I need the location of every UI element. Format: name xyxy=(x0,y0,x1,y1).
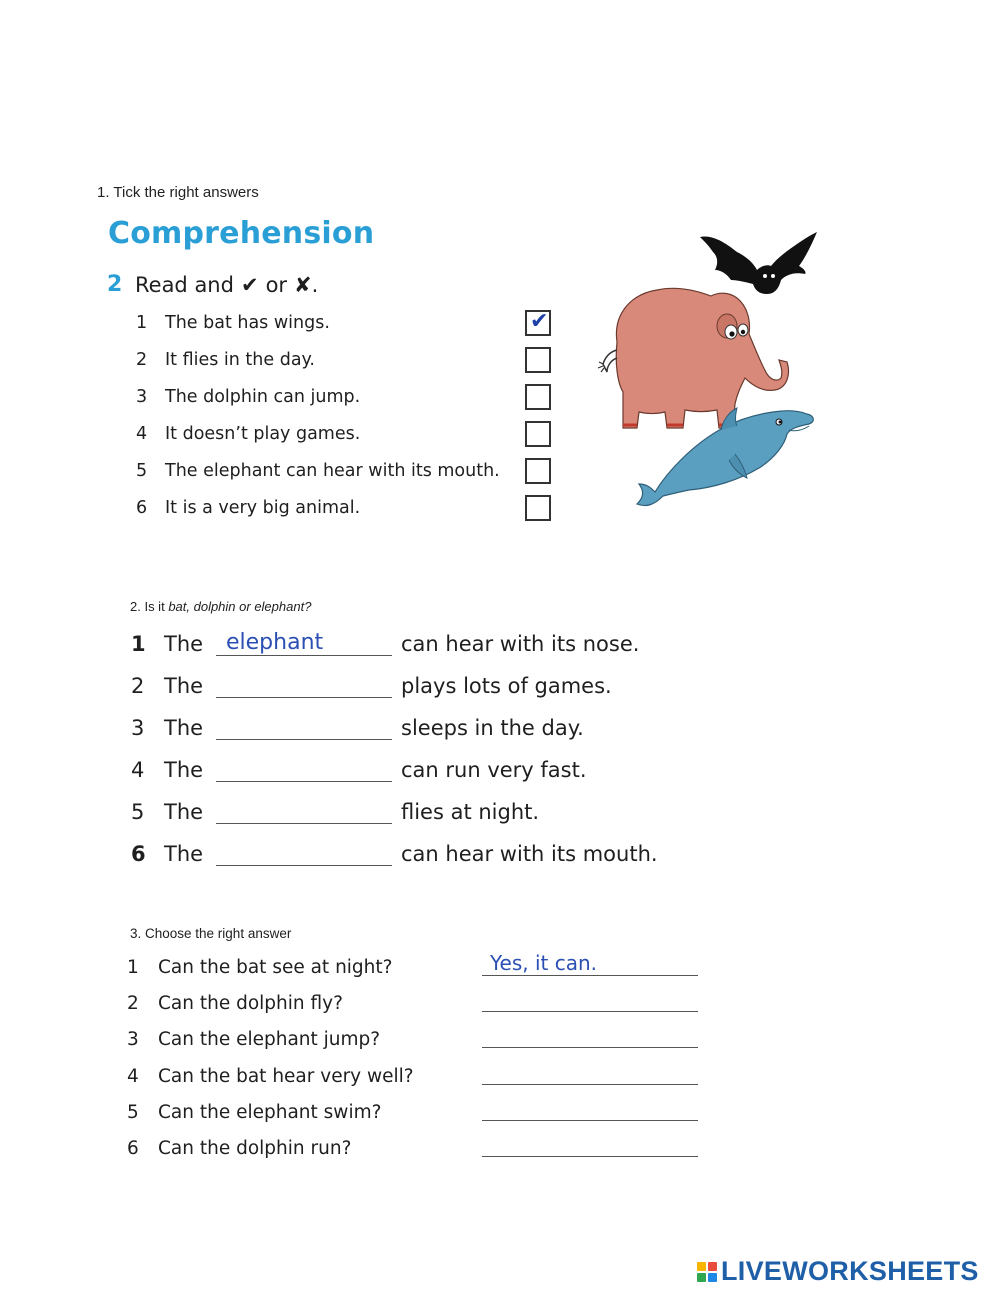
s2-answer-field[interactable] xyxy=(216,710,392,740)
elephant-icon xyxy=(598,288,789,428)
section-1-title: 1. Tick the right answers xyxy=(97,184,259,201)
s2-item-the: The xyxy=(164,632,204,656)
s3-item-5 xyxy=(127,1097,381,1127)
s2-item-6 xyxy=(131,832,658,866)
s3-answer-field[interactable] xyxy=(482,1129,698,1157)
s1-checkbox-4[interactable] xyxy=(525,421,551,447)
s3-item-6 xyxy=(127,1133,351,1163)
s3-item-number: 6 xyxy=(127,1137,139,1159)
s1-item-1 xyxy=(136,309,330,337)
s3-item-number: 2 xyxy=(127,992,139,1014)
exercise-instruction xyxy=(107,272,318,297)
s2-item-number: 5 xyxy=(131,800,145,824)
s2-item-the: The xyxy=(164,716,204,740)
s1-checkbox-6[interactable] xyxy=(525,495,551,521)
s1-item-text: It doesn’t play games. xyxy=(165,424,361,444)
s1-item-number: 4 xyxy=(136,424,148,444)
s3-item-2 xyxy=(127,988,343,1018)
s2-item-2 xyxy=(131,664,612,698)
s1-item-4 xyxy=(136,420,360,448)
section-3-title: 3. Choose the right answer xyxy=(130,926,292,941)
s3-item-question: Can the dolphin run? xyxy=(158,1137,352,1159)
logo-text: LIVEWORKSHEETS xyxy=(721,1256,979,1286)
s2-item-rest: can run very fast. xyxy=(401,758,587,782)
s3-answer-field[interactable] xyxy=(482,1093,698,1121)
animals-illustration xyxy=(595,222,825,517)
s1-item-text: It is a very big animal. xyxy=(165,498,361,518)
cross-mark-icon: ✘. xyxy=(294,272,319,297)
s1-item-text: The dolphin can jump. xyxy=(165,387,361,407)
s3-item-number: 5 xyxy=(127,1101,139,1123)
s3-item-number: 4 xyxy=(127,1065,139,1087)
s2-item-the: The xyxy=(164,842,204,866)
comprehension-heading: Comprehension xyxy=(108,216,375,251)
s2-answer-field[interactable] xyxy=(216,836,392,866)
s3-answer-field[interactable]: Yes, it can. xyxy=(482,948,698,976)
s2-answer-field[interactable]: elephant xyxy=(216,626,392,656)
s1-item-2 xyxy=(136,346,315,374)
s3-answer-field[interactable] xyxy=(482,1020,698,1048)
check-mark-icon: ✔ xyxy=(240,272,259,297)
s2-item-rest: plays lots of games. xyxy=(401,674,612,698)
s2-answer-field[interactable] xyxy=(216,752,392,782)
dolphin-icon xyxy=(637,408,813,506)
logo-grid-icon xyxy=(697,1262,717,1282)
s2-item-3 xyxy=(131,706,584,740)
s3-item-question: Can the dolphin fly? xyxy=(158,992,343,1014)
s2-item-rest: can hear with its mouth. xyxy=(401,842,658,866)
s3-answer-field[interactable] xyxy=(482,984,698,1012)
s1-item-text: The bat has wings. xyxy=(165,313,330,333)
s2-item-number: 4 xyxy=(131,758,145,782)
section-2-title-options: bat, dolphin or elephant? xyxy=(168,599,312,614)
s1-checkbox-1[interactable] xyxy=(525,310,551,336)
s3-item-question: Can the elephant swim? xyxy=(158,1101,382,1123)
s1-item-text: It flies in the day. xyxy=(165,350,315,370)
liveworksheets-logo xyxy=(697,1256,979,1287)
s1-checkbox-3[interactable] xyxy=(525,384,551,410)
s2-item-4 xyxy=(131,748,587,782)
s3-item-3 xyxy=(127,1024,380,1054)
s3-item-question: Can the elephant jump? xyxy=(158,1028,381,1050)
s3-item-1 xyxy=(127,952,392,982)
s3-answer-field[interactable] xyxy=(482,1057,698,1085)
s2-item-number: 3 xyxy=(131,716,145,740)
s3-item-question: Can the bat hear very well? xyxy=(158,1065,414,1087)
s2-item-1 xyxy=(131,622,639,656)
s1-item-5 xyxy=(136,457,500,485)
bat-icon xyxy=(700,232,817,294)
exercise-number: 2 xyxy=(107,272,123,297)
s1-checkbox-5[interactable] xyxy=(525,458,551,484)
s1-item-3 xyxy=(136,383,360,411)
s1-checkbox-2[interactable] xyxy=(525,347,551,373)
s1-item-number: 6 xyxy=(136,498,148,518)
s2-answer-field[interactable] xyxy=(216,794,392,824)
s3-item-number: 1 xyxy=(127,956,139,978)
s2-item-number: 1 xyxy=(131,632,146,656)
s2-item-rest: can hear with its nose. xyxy=(401,632,640,656)
s2-item-the: The xyxy=(164,674,204,698)
s3-item-4 xyxy=(127,1061,414,1091)
s2-item-the: The xyxy=(164,758,204,782)
instruction-prefix: Read and xyxy=(135,272,234,297)
s1-item-number: 1 xyxy=(136,313,148,333)
s2-item-number: 6 xyxy=(131,842,146,866)
s2-answer-field[interactable] xyxy=(216,668,392,698)
instruction-mid: or xyxy=(265,272,288,297)
s3-item-number: 3 xyxy=(127,1028,139,1050)
s2-item-number: 2 xyxy=(131,674,145,698)
s1-item-number: 3 xyxy=(136,387,148,407)
section-2-title-prefix: 2. Is it xyxy=(130,599,165,614)
section-2-title xyxy=(130,599,311,614)
s2-item-rest: sleeps in the day. xyxy=(401,716,584,740)
s1-item-number: 5 xyxy=(136,461,148,481)
s2-item-5 xyxy=(131,790,539,824)
s3-item-question: Can the bat see at night? xyxy=(158,956,393,978)
s1-item-6 xyxy=(136,494,360,522)
s2-item-rest: flies at night. xyxy=(401,800,540,824)
s2-item-the: The xyxy=(164,800,204,824)
s1-item-number: 2 xyxy=(136,350,148,370)
s1-item-text: The elephant can hear with its mouth. xyxy=(165,461,500,481)
